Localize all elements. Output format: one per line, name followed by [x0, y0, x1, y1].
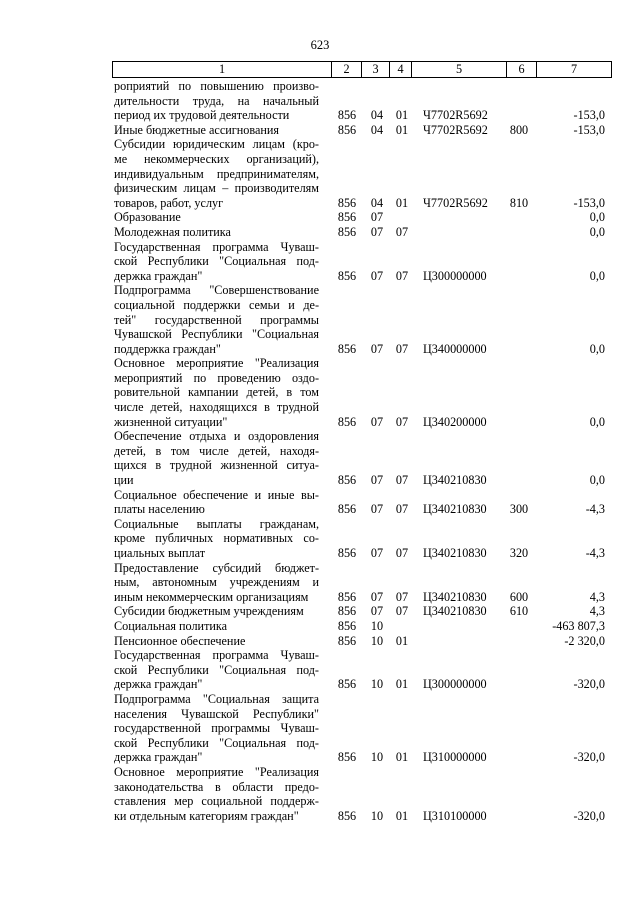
amount: -4,3: [585, 502, 605, 517]
amount: -2 320,0: [564, 633, 605, 648]
section-code: 856: [337, 122, 357, 137]
description-line: товаров, работ, услуг: [114, 195, 224, 210]
description-line: Подпрограмма "Совершенствование: [114, 283, 319, 298]
target-article-code: Ц340200000: [423, 414, 487, 429]
subsection-code: 07: [395, 341, 409, 356]
section-code: 856: [337, 750, 357, 765]
description-line: Субсидии юридическим лицам (кро-: [114, 137, 319, 152]
description-line: Основное мероприятие "Реализация: [114, 764, 319, 779]
chapter-code: 07: [370, 604, 384, 619]
subsection-code: [392, 619, 412, 634]
target-article-code: Ц310000000: [423, 750, 487, 765]
chapter-code: 07: [370, 341, 384, 356]
header-col-7: 7: [570, 62, 578, 76]
target-article-code: Ц300000000: [423, 268, 487, 283]
chapter-code: 04: [370, 122, 384, 137]
description-line: государственной программы Чуваш-: [114, 721, 319, 736]
target-article-code: Ч7702R5692: [423, 195, 488, 210]
expense-type-code: [505, 677, 533, 692]
header-col-1: 1: [113, 62, 332, 77]
section-code: 856: [337, 341, 357, 356]
section-code: 856: [337, 414, 357, 429]
section-code: 856: [337, 633, 357, 648]
target-article-code: Ц340210830: [423, 546, 487, 560]
description-line: циальных выплат: [114, 546, 206, 560]
table-row: [0, 210, 640, 225]
chapter-code: 10: [370, 808, 384, 823]
row-description: [114, 619, 319, 634]
description-line: Предоставление субсидий бюджет-: [114, 560, 319, 575]
target-article-code: Ц340000000: [423, 341, 487, 356]
section-code: 856: [337, 108, 357, 123]
description-line: Иные бюджетные ассигнования: [114, 122, 280, 137]
description-line: Образование: [114, 210, 181, 225]
row-description: [114, 225, 319, 240]
row-description: [114, 692, 319, 765]
section-code: 856: [337, 502, 357, 517]
description-line: детей, в том числе детей, находя-: [114, 443, 319, 458]
row-description: [114, 240, 319, 284]
expense-type-code: 320: [509, 546, 529, 560]
description-line: Молодежная политика: [114, 224, 231, 239]
amount: 0,0: [589, 473, 605, 488]
table-row: [0, 604, 640, 619]
row-description: [114, 488, 319, 517]
amount: 0,0: [589, 414, 605, 429]
description-line: ской Республики "Социальная под-: [114, 662, 319, 677]
table-row: [0, 79, 640, 123]
description-line: социальной поддержки семьи и де-: [114, 297, 319, 312]
description-line: физическим лицам – производителям: [114, 181, 319, 196]
row-description: [114, 634, 319, 649]
expense-type-code: 600: [509, 589, 529, 604]
table-row: [0, 429, 640, 487]
section-code: 856: [337, 268, 357, 283]
amount: 0,0: [589, 341, 605, 356]
expense-type-code: [505, 225, 533, 240]
subsection-code: 01: [395, 633, 409, 648]
table-row: [0, 488, 640, 517]
chapter-code: 10: [370, 750, 384, 765]
expense-type-code: [505, 342, 533, 357]
subsection-code: 01: [395, 808, 409, 823]
description-line: щихся в трудной жизненной ситуа-: [114, 458, 319, 473]
description-line: Государственная программа Чуваш-: [114, 648, 319, 663]
amount: -463 807,3: [552, 618, 605, 633]
section-code: 856: [337, 677, 357, 692]
header-col-4: 4: [390, 62, 412, 77]
subsection-code: 01: [395, 195, 409, 210]
description-line: кроме публичных нормативных со-: [114, 531, 319, 546]
section-code: 856: [337, 473, 357, 488]
section-code: 856: [337, 224, 357, 239]
description-line: держка граждан": [114, 750, 203, 765]
subsection-code: [392, 210, 412, 225]
description-line: платы населению: [114, 502, 205, 517]
amount: -320,0: [573, 750, 605, 765]
row-description: [114, 517, 319, 561]
subsection-code: 07: [395, 268, 409, 283]
row-description: [114, 79, 319, 123]
expense-type-code: 300: [509, 502, 529, 517]
target-article-code: Ц340210830: [423, 589, 487, 604]
amount: -320,0: [573, 677, 605, 692]
description-line: Государственная программа Чуваш-: [114, 239, 319, 254]
chapter-code: 04: [370, 108, 384, 123]
subsection-code: 07: [395, 414, 409, 429]
description-line: Обеспечение отдыха и оздоровления: [114, 429, 319, 444]
row-description: [114, 137, 319, 210]
description-line: мероприятий по проведению оздо-: [114, 370, 319, 385]
description-line: Социальная политика: [114, 618, 228, 633]
expense-type-code: 610: [509, 604, 529, 619]
target-article-code: [423, 619, 507, 634]
subsection-code: 01: [395, 108, 409, 123]
table-row: [0, 123, 640, 138]
expense-type-code: [505, 108, 533, 123]
description-line: дительности труда, на начальный: [114, 93, 319, 108]
subsection-code: 07: [395, 473, 409, 488]
expense-type-code: [505, 619, 533, 634]
table-header: [112, 61, 612, 78]
description-line: числе детей, находящихся в трудной: [114, 400, 319, 415]
amount: 0,0: [589, 210, 605, 225]
table-row: [0, 517, 640, 561]
target-article-code: Ц340210830: [423, 604, 487, 619]
amount: 0,0: [589, 268, 605, 283]
section-code: 856: [337, 210, 357, 225]
description-line: ки отдельным категориям граждан": [114, 808, 299, 823]
expense-type-code: 800: [509, 122, 529, 137]
section-code: 856: [337, 808, 357, 823]
section-code: 856: [337, 546, 357, 560]
description-line: держка граждан": [114, 677, 203, 692]
amount: -4,3: [585, 546, 605, 560]
expense-type-code: [505, 269, 533, 284]
description-line: период их трудовой деятельности: [114, 108, 290, 123]
subsection-code: 07: [395, 224, 409, 239]
page-number: 623: [310, 38, 330, 52]
description-line: законодательства в области предо-: [114, 779, 319, 794]
subsection-code: 01: [395, 122, 409, 137]
target-article-code: Ц340210830: [423, 473, 487, 488]
description-line: ции: [114, 473, 134, 488]
description-line: Основное мероприятие "Реализация: [114, 356, 319, 371]
target-article-code: Ц300000000: [423, 677, 487, 692]
expense-type-code: [505, 809, 533, 824]
amount: 4,3: [589, 604, 605, 619]
table-row: [0, 648, 640, 692]
amount: 4,3: [589, 589, 605, 604]
chapter-code: 10: [370, 633, 384, 648]
amount: -153,0: [573, 108, 605, 123]
description-line: иным некоммерческим организациям: [114, 589, 309, 604]
description-line: ской Республики "Социальная под-: [114, 735, 319, 750]
section-code: 856: [337, 195, 357, 210]
target-article-code: Ч7702R5692: [423, 108, 488, 123]
table-row: [0, 634, 640, 649]
header-col-3: 3: [362, 62, 390, 77]
table-row: [0, 619, 640, 634]
amount: -153,0: [573, 195, 605, 210]
expense-type-code: [505, 210, 533, 225]
description-line: Социальные выплаты гражданам,: [114, 516, 319, 531]
expense-type-code: [505, 415, 533, 430]
description-line: держка граждан": [114, 268, 203, 283]
chapter-code: 07: [370, 502, 384, 517]
expense-type-code: [505, 750, 533, 765]
description-line: ным, автономным учреждениям и: [114, 575, 319, 590]
table-row: [0, 765, 640, 823]
amount: 0,0: [589, 224, 605, 239]
chapter-code: 07: [370, 546, 384, 560]
table-row: [0, 283, 640, 356]
chapter-code: 10: [370, 677, 384, 692]
section-code: 856: [337, 589, 357, 604]
chapter-code: 07: [370, 414, 384, 429]
row-description: [114, 648, 319, 692]
header-col-5: 5: [412, 62, 507, 77]
chapter-code: 10: [370, 618, 384, 633]
subsection-code: 07: [395, 604, 409, 619]
target-article-code: Ч7702R5692: [423, 122, 488, 137]
table-row: [0, 225, 640, 240]
description-line: Пенсионное обеспечение: [114, 633, 246, 648]
chapter-code: 07: [370, 589, 384, 604]
row-description: [114, 210, 319, 225]
amount: -320,0: [573, 808, 605, 823]
chapter-code: 07: [370, 473, 384, 488]
row-description: [114, 283, 319, 356]
description-line: роприятий по повышению произво-: [114, 79, 319, 93]
row-description: [114, 561, 319, 605]
target-article-code: Ц340210830: [423, 502, 487, 517]
description-line: тей" государственной программы: [114, 312, 319, 327]
row-description: [114, 765, 319, 823]
section-code: 856: [337, 604, 357, 619]
chapter-code: 07: [370, 224, 384, 239]
description-line: индивидуальным предпринимателям,: [114, 166, 319, 181]
description-line: Чувашской Республики "Социальная: [114, 327, 319, 342]
section-code: 856: [337, 618, 357, 633]
description-line: поддержка граждан": [114, 341, 221, 356]
description-line: ме некоммерческих организаций),: [114, 151, 319, 166]
table-row: [0, 561, 640, 605]
expense-type-code: [505, 473, 533, 488]
table-row: [0, 692, 640, 765]
table-row: [0, 240, 640, 284]
table-row: [0, 137, 640, 210]
description-line: населения Чувашской Республики": [114, 706, 319, 721]
subsection-code: 01: [395, 750, 409, 765]
table-body: [0, 79, 640, 823]
expense-type-code: [505, 634, 533, 649]
chapter-code: 04: [370, 195, 384, 210]
description-line: Субсидии бюджетным учреждениям: [114, 604, 304, 619]
subsection-code: 07: [395, 502, 409, 517]
header-col-6: 6: [507, 62, 537, 77]
target-article-code: [423, 225, 507, 240]
description-line: Подпрограмма "Социальная защита: [114, 691, 319, 706]
target-article-code: [423, 210, 507, 225]
table-row: [0, 356, 640, 429]
row-description: [114, 123, 319, 138]
row-description: [114, 356, 319, 429]
target-article-code: Ц310100000: [423, 808, 487, 823]
chapter-code: 07: [370, 210, 384, 225]
header-col-2: 2: [332, 62, 362, 77]
subsection-code: 07: [395, 589, 409, 604]
description-line: ставления мер социальной поддерж-: [114, 794, 319, 809]
description-line: ской Республики "Социальная под-: [114, 254, 319, 269]
description-line: ровительной кампании детей, в том: [114, 385, 319, 400]
row-description: [114, 429, 319, 487]
expense-type-code: 810: [509, 195, 529, 210]
subsection-code: 01: [395, 677, 409, 692]
description-line: Социальное обеспечение и иные вы-: [114, 487, 319, 502]
chapter-code: 07: [370, 268, 384, 283]
subsection-code: 07: [395, 546, 409, 560]
row-description: [114, 604, 319, 619]
target-article-code: [423, 634, 507, 649]
description-line: жизненной ситуации": [114, 414, 228, 429]
amount: -153,0: [573, 122, 605, 137]
